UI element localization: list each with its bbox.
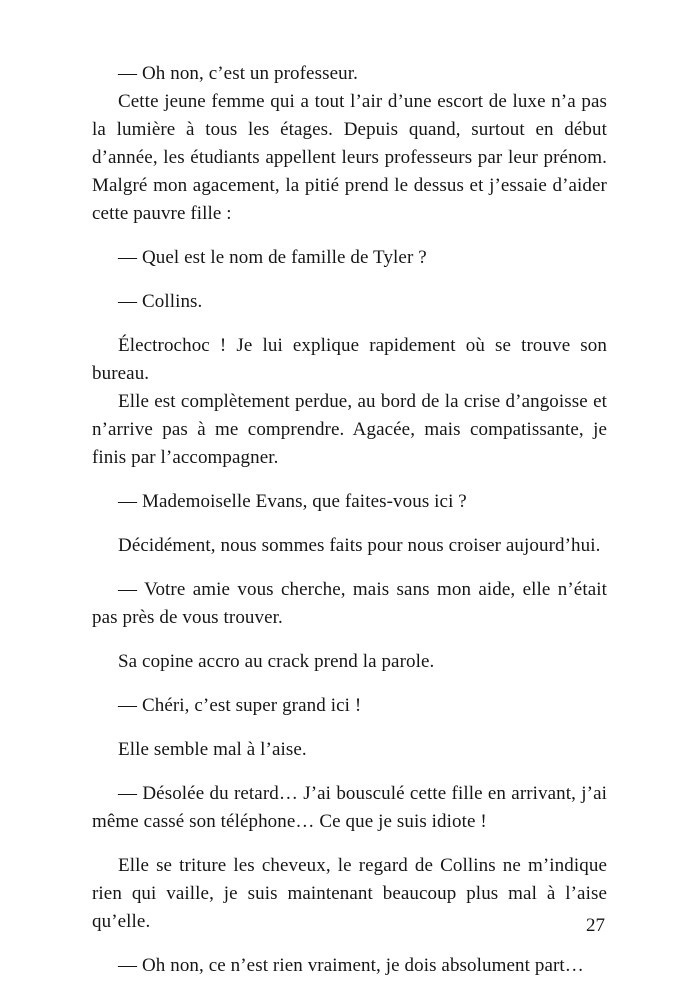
paragraph-dialogue: — Oh non, ce n’est rien vraiment, je dois absolument part…	[118, 955, 584, 976]
paragraph-narrative: Cette jeune femme qui a tout l’air d’une escort de luxe n’a pas la lumière à tous les étages. Depuis quand, surtout en début d’année, les étudiants appellent leurs professeurs par leur prénom. Malgré mon agacement, la pitié prend le dessus et j’essaie d’aider cette pauvre fille :	[92, 91, 607, 224]
page-text-block	[92, 60, 607, 980]
paragraph-dialogue: — Chéri, c’est super grand ici !	[118, 695, 362, 716]
paragraph-dialogue: — Désolée du retard… J’ai bousculé cette fille en arrivant, j’ai même cassé son téléphone… Ce que je suis idiote !	[92, 783, 607, 832]
paragraph-dialogue: — Mademoiselle Evans, que faites-vous ici ?	[118, 491, 467, 512]
paragraph-dialogue: — Votre amie vous cherche, mais sans mon aide, elle n’était pas près de vous trouver.	[92, 579, 607, 628]
paragraph-dialogue: — Collins.	[118, 291, 203, 312]
paragraph-narrative: Décidément, nous sommes faits pour nous croiser aujourd’hui.	[118, 535, 601, 556]
paragraph-dialogue: — Oh non, c’est un professeur.	[118, 63, 358, 84]
paragraph-narrative: Sa copine accro au crack prend la parole.	[118, 651, 435, 672]
paragraph-dialogue: — Quel est le nom de famille de Tyler ?	[118, 247, 427, 268]
paragraph-narrative: Électrochoc ! Je lui explique rapidement où se trouve son bureau.	[92, 335, 607, 384]
paragraph-narrative: Elle se triture les cheveux, le regard de Collins ne m’indique rien qui vaille, je suis maintenant beaucoup plus mal à l’aise qu’elle.	[92, 855, 607, 932]
page-number: 27	[586, 915, 605, 936]
paragraph-narrative: Elle est complètement perdue, au bord de la crise d’angoisse et n’arrive pas à me comprendre. Agacée, mais compatissante, je finis par l’accompagner.	[92, 391, 607, 468]
paragraph-narrative: Elle semble mal à l’aise.	[118, 739, 307, 760]
